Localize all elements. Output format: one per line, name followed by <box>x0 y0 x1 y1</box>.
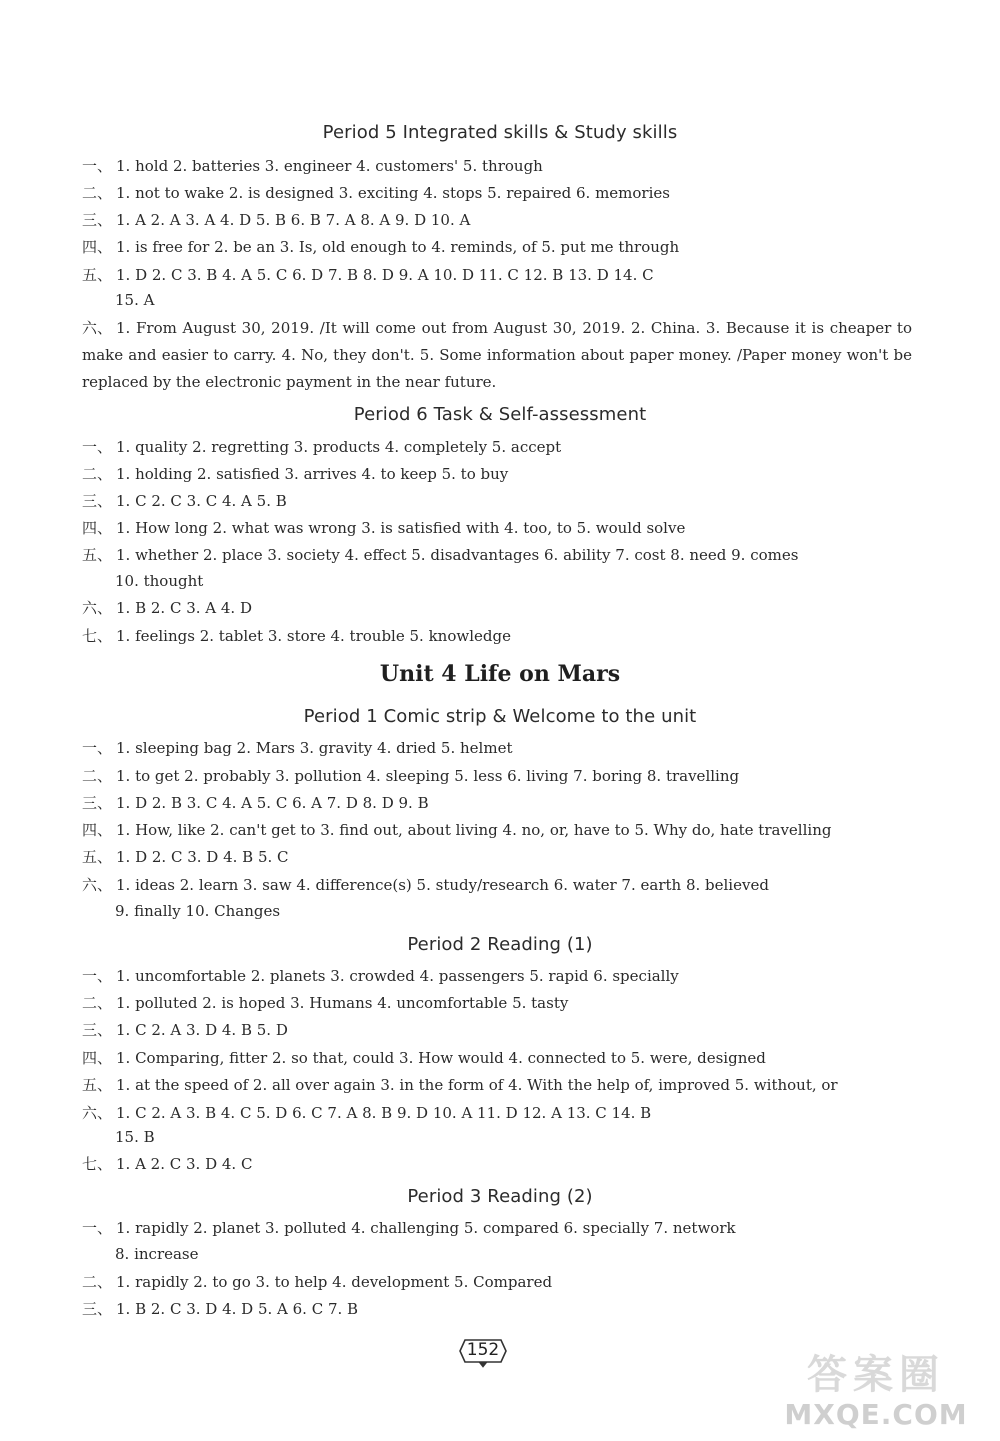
u1-line-6-cont: 9. finally 10. Changes <box>115 902 281 920</box>
u3-line-2: 二、 1. rapidly 2. to go 3. to help 4. development 5. Compared <box>82 1273 553 1291</box>
unit4-period-3-title: Period 3 Reading (2) <box>407 1186 593 1207</box>
u1-line-3: 三、 1. D 2. B 3. C 4. A 5. C 6. A 7. D 8. D 9. B <box>82 794 429 812</box>
watermark-top-text: 答案圈 <box>807 1352 945 1398</box>
p5-line-4: 四、 1. is free for 2. be an 3. Is, old enough to 4. reminds, of 5. put me through <box>82 238 680 256</box>
page-number: 152 <box>466 1340 500 1360</box>
u2-line-3: 三、 1. C 2. A 3. D 4. B 5. D <box>82 1021 288 1039</box>
p5-line-5: 五、 1. D 2. C 3. B 4. A 5. C 6. D 7. B 8. D 9. A 10. D 11. C 12. B 13. D 14. C <box>82 266 654 284</box>
p5-line-2: 二、 1. not to wake 2. is designed 3. exciting 4. stops 5. repaired 6. memories <box>82 184 670 202</box>
u1-line-6: 六、 1. ideas 2. learn 3. saw 4. difference(s) 5. study/research 6. water 7. earth 8. believed <box>82 876 769 894</box>
period-5-title: Period 5 Integrated skills & Study skills <box>322 122 678 143</box>
p6-line-5-cont: 10. thought <box>115 572 204 590</box>
p5-line-3: 三、 1. A 2. A 3. A 4. D 5. B 6. B 7. A 8. A 9. D 10. A <box>82 211 471 229</box>
u2-line-2: 二、 1. polluted 2. is hoped 3. Humans 4. uncomfortable 5. tasty <box>82 994 569 1012</box>
unit4-period-2-title: Period 2 Reading (1) <box>407 934 593 955</box>
u1-line-5: 五、 1. D 2. C 3. D 4. B 5. C <box>82 848 289 866</box>
u1-line-4: 四、 1. How, like 2. can't get to 3. find out, about living 4. no, or, have to 5. Why do, hate travelling <box>82 821 832 839</box>
unit4-period-1-title: Period 1 Comic strip & Welcome to the unit <box>303 706 697 727</box>
unit-4-title: Unit 4 Life on Mars <box>379 661 621 687</box>
p6-line-4: 四、 1. How long 2. what was wrong 3. is satisfied with 4. too, to 5. would solve <box>82 519 686 537</box>
u2-line-6-cont: 15. B <box>115 1128 155 1146</box>
page-number-badge <box>459 1336 507 1366</box>
p6-line-1: 一、 1. quality 2. regretting 3. products 4. completely 5. accept <box>82 438 562 456</box>
u2-line-4: 四、 1. Comparing, fitter 2. so that, could 3. How would 4. connected to 5. were, designed <box>82 1049 766 1067</box>
p5-line-5-cont: 15. A <box>115 291 155 309</box>
p6-line-3: 三、 1. C 2. C 3. C 4. A 5. B <box>82 492 287 510</box>
p6-line-6: 六、 1. B 2. C 3. A 4. D <box>82 599 252 617</box>
u1-line-2: 二、 1. to get 2. probably 3. pollution 4. sleeping 5. less 6. living 7. boring 8. travelling <box>82 767 740 785</box>
watermark-bottom-text: MXQE.COM <box>784 1398 968 1431</box>
watermark-logo <box>760 1352 992 1434</box>
p5-line-6: 六、 1. From August 30, 2019. /It will come out from August 30, 2019. 2. China. 3. Because it is cheaper to make and easier to carry. 4. No, they don't. 5. Some information about paper money. /Paper money won't be replaced by the electronic payment in the near future. <box>82 319 912 391</box>
u1-line-1: 一、 1. sleeping bag 2. Mars 3. gravity 4. dried 5. helmet <box>82 739 513 757</box>
p6-line-2: 二、 1. holding 2. satisfied 3. arrives 4. to keep 5. to buy <box>82 465 509 483</box>
u2-line-6: 六、 1. C 2. A 3. B 4. C 5. D 6. C 7. A 8. B 9. D 10. A 11. D 12. A 13. C 14. B <box>82 1104 652 1122</box>
u2-line-5: 五、 1. at the speed of 2. all over again 3. in the form of 4. With the help of, improved 5. without, or <box>82 1076 838 1094</box>
p5-line-1: 一、 1. hold 2. batteries 3. engineer 4. customers' 5. through <box>82 157 543 175</box>
u3-line-1-cont: 8. increase <box>115 1245 199 1263</box>
u2-line-7: 七、 1. A 2. C 3. D 4. C <box>82 1155 253 1173</box>
u3-line-3: 三、 1. B 2. C 3. D 4. D 5. A 6. C 7. B <box>82 1300 359 1318</box>
period-6-title: Period 6 Task & Self-assessment <box>353 404 647 425</box>
p6-line-5: 五、 1. whether 2. place 3. society 4. effect 5. disadvantages 6. ability 7. cost 8. need 9. comes <box>82 546 799 564</box>
p6-line-7: 七、 1. feelings 2. tablet 3. store 4. trouble 5. knowledge <box>82 627 511 645</box>
u3-line-1: 一、 1. rapidly 2. planet 3. polluted 4. challenging 5. compared 6. specially 7. network <box>82 1219 736 1237</box>
u2-line-1: 一、 1. uncomfortable 2. planets 3. crowded 4. passengers 5. rapid 6. specially <box>82 967 679 985</box>
